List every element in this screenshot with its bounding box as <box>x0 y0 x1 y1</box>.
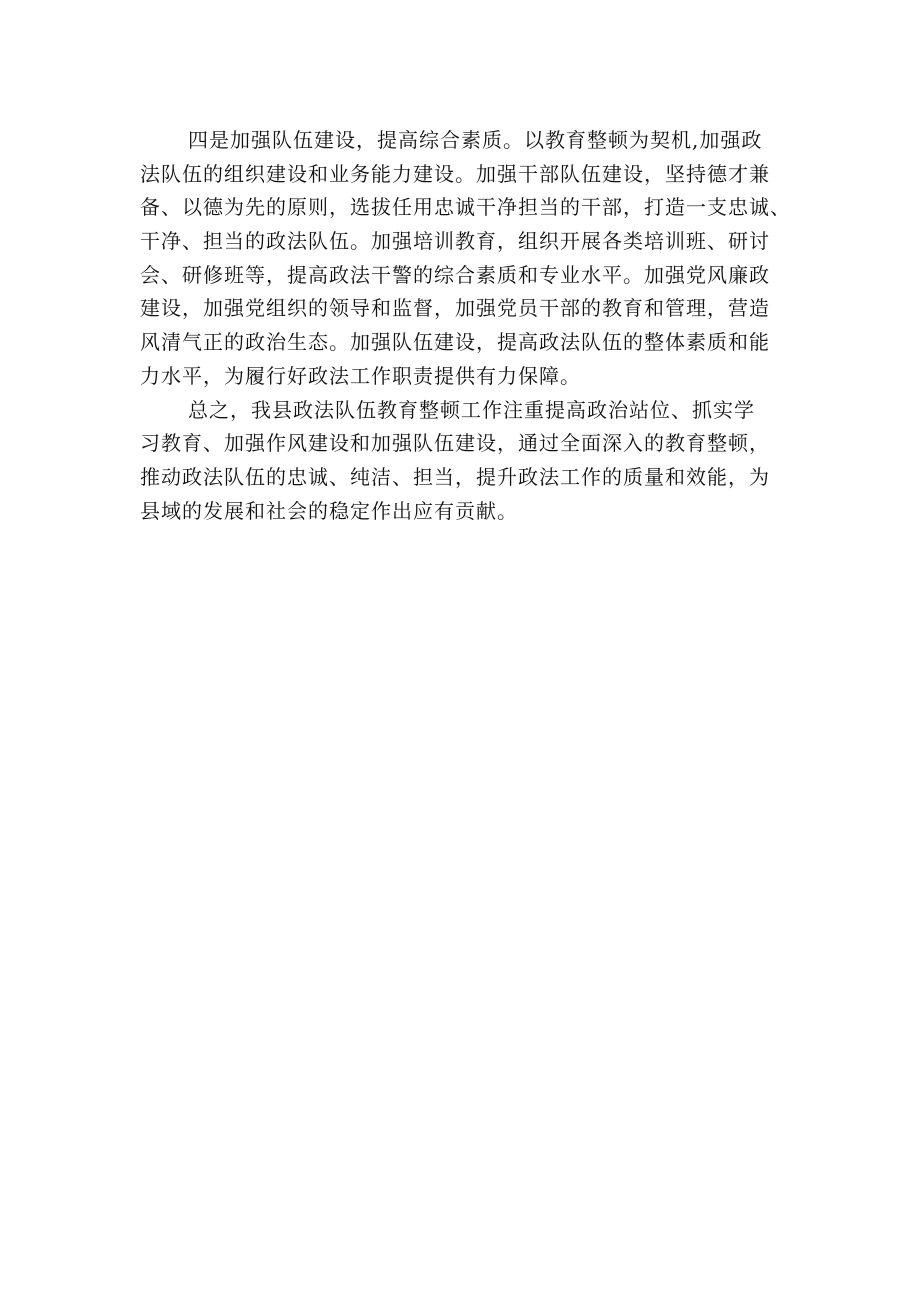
paragraph-team-building <box>140 124 800 394</box>
text-line: 风清气正的政治生态。加强队伍建设，提高政法队伍的整体素质和能 <box>140 330 770 355</box>
text-line: 备、以德为先的原则，选拔任用忠诚干净担当的干部，打造一支忠诚、 <box>140 195 791 220</box>
text-line: 四是加强队伍建设，提高综合素质。以教育整顿为契机,加强政 <box>188 128 763 152</box>
text-line: 力水平，为履行好政法工作职责提供有力保障。 <box>140 363 581 388</box>
document-body <box>140 124 800 528</box>
text-line: 总之，我县政法队伍教育整顿工作注重提高政治站位、抓实学 <box>188 397 755 422</box>
text-line: 干净、担当的政法队伍。加强培训教育，组织开展各类培训班、研讨 <box>140 229 770 254</box>
text-line: 会、研修班等，提高政法干警的综合素质和专业水平。加强党风廉政 <box>140 262 770 287</box>
text-line: 法队伍的组织建设和业务能力建设。加强干部队伍建设，坚持德才兼 <box>140 161 770 186</box>
text-line: 县域的发展和社会的稳定作出应有贡献。 <box>140 498 518 523</box>
text-line: 推动政法队伍的忠诚、纯洁、担当，提升政法工作的质量和效能，为 <box>140 464 770 489</box>
paragraph-conclusion <box>140 394 800 529</box>
text-line: 建设，加强党组织的领导和监督，加强党员干部的教育和管理，营造 <box>140 296 770 321</box>
text-line: 习教育、加强作风建设和加强队伍建设，通过全面深入的教育整顿， <box>140 431 770 456</box>
